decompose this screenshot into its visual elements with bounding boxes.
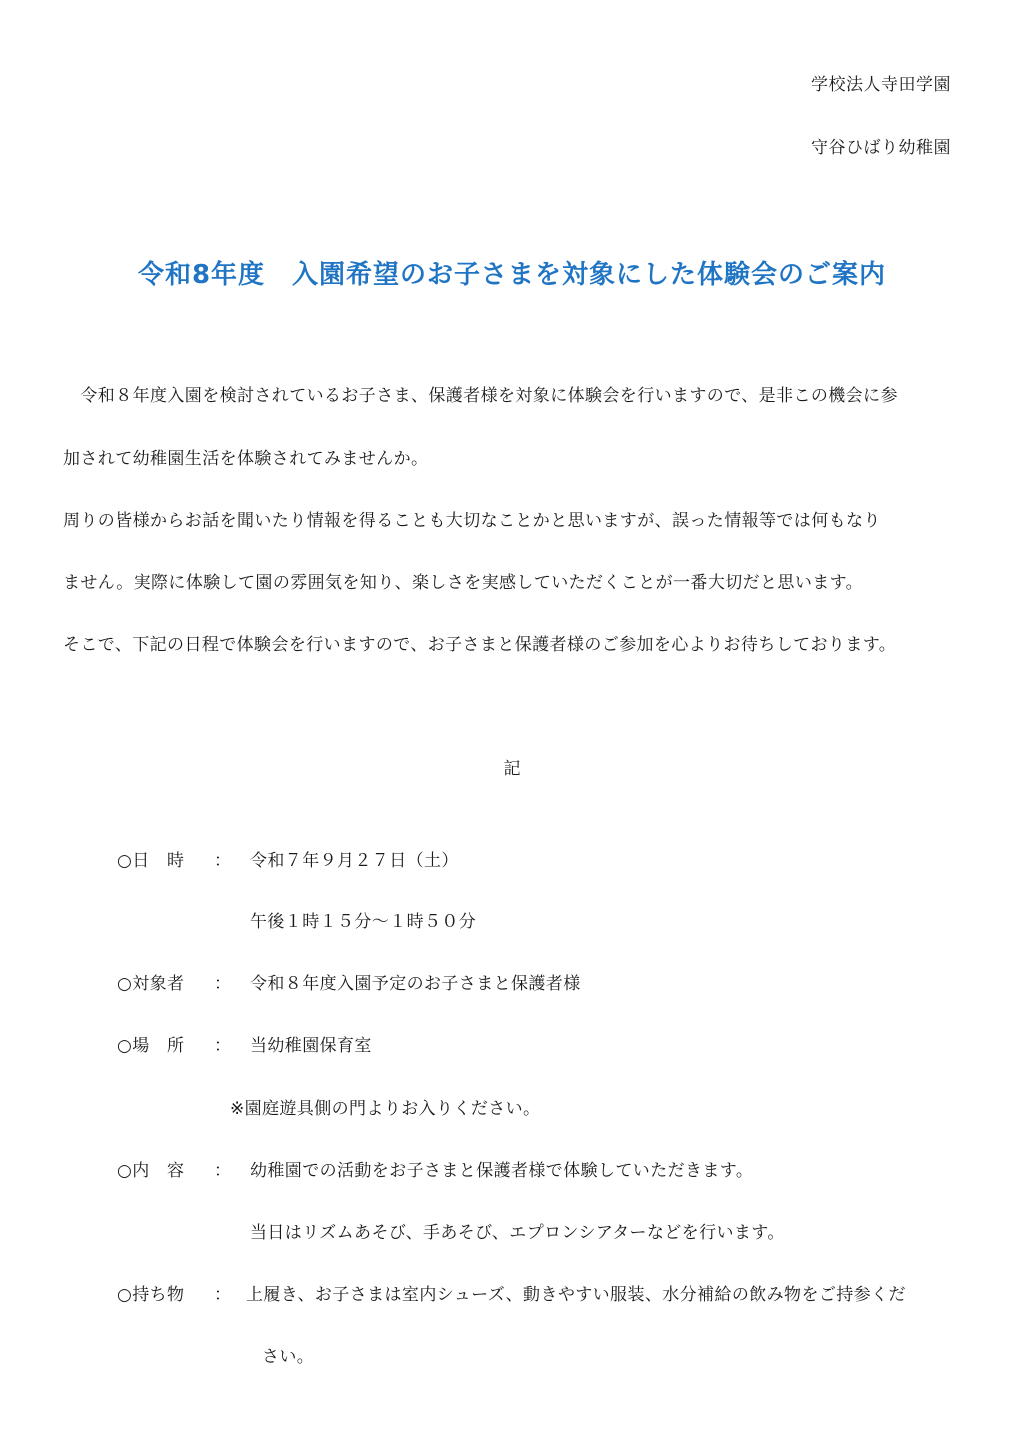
items-value: 上履き、お子さまは室内シューズ、動きやすい服装、水分補給の飲み物をご持参くだ (246, 1285, 906, 1305)
time-value: 午後１時１５分～１時５０分 (250, 912, 477, 932)
place-note: ※園庭遊具側の門よりお入りください。 (230, 1099, 541, 1119)
content-value-detail: 当日はリズムあそび、手あそび、エプロンシアターなどを行います。 (250, 1223, 785, 1243)
target-value: 令和８年度入園予定のお子さまと保護者様 (250, 974, 581, 994)
target-label: ○対象者 (117, 974, 185, 994)
date-value: 令和７年９月２７日（土） (250, 851, 459, 871)
organization-name: 学校法人寺田学園 (811, 75, 951, 95)
intro-paragraph-line: ません。実際に体験して園の雰囲気を知り、楽しさを実感していただくことが一番大切だと思います。 (63, 573, 864, 593)
content-value: 幼稚園での活動をお子さまと保護者様で体験していただきます。 (250, 1161, 754, 1181)
intro-paragraph-line: 加されて幼稚園生活を体験されてみませんか。 (63, 449, 429, 469)
content-label: ○内 容 (117, 1161, 185, 1181)
intro-paragraph-line: 周りの皆様からお話を聞いたり情報を得ることも大切なことかと思いますが、誤った情報等では何もなり (63, 511, 881, 531)
place-value: 当幼稚園保育室 (250, 1036, 372, 1056)
kindergarten-name: 守谷ひばり幼稚園 (811, 138, 951, 158)
date-label: ○日 時 (117, 851, 185, 871)
place-colon: ： (214, 1036, 232, 1056)
target-colon: ： (214, 974, 232, 994)
place-label: ○場 所 (117, 1036, 185, 1056)
notes-heading: 記 (503, 759, 521, 779)
content-colon: ： (214, 1161, 232, 1181)
page-title: 令和8年度 入園希望のお子さまを対象にした体験会のご案内 (137, 260, 887, 290)
date-colon: ： (214, 851, 232, 871)
intro-paragraph-line: そこで、下記の日程で体験会を行いますので、お子さまと保護者様のご参加を心よりお待ちしております。 (63, 635, 897, 655)
intro-paragraph-line: 令和８年度入園を検討されているお子さま、保護者様を対象に体験会を行いますので、是非この機会に参 (63, 386, 898, 406)
items-value-continued: さい。 (262, 1347, 315, 1367)
items-label: ○持ち物 (117, 1285, 185, 1305)
items-colon: ： (214, 1285, 232, 1305)
